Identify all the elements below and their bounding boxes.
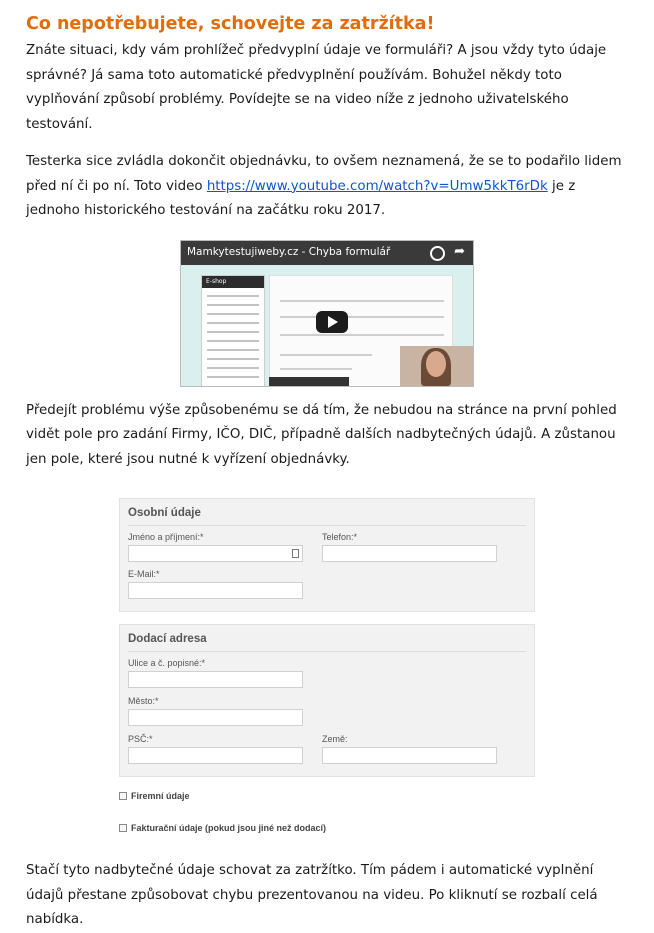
- youtube-link[interactable]: https://www.youtube.com/watch?v=Umw5kkT6rDk: [206, 178, 548, 194]
- video-thumbnail[interactable]: [180, 240, 474, 387]
- zip-input[interactable]: [128, 747, 303, 764]
- city-input[interactable]: [128, 709, 303, 726]
- video-sidebar: [201, 275, 265, 387]
- share-icon[interactable]: ➦: [454, 243, 465, 259]
- fieldset-delivery: [119, 624, 535, 777]
- country-label: Země:: [322, 734, 348, 744]
- email-input[interactable]: [128, 582, 303, 599]
- billing-checkbox[interactable]: [119, 824, 127, 832]
- paragraph-text: Testerka sice zvládla dokončit objednávku, to ovšem neznamená, že se to podařilo lidem před ní či po ní. Toto video: [26, 154, 622, 194]
- video-title-bar: [181, 241, 473, 265]
- watch-later-icon[interactable]: [430, 246, 445, 261]
- video-bottom-bar: [269, 377, 349, 386]
- name-input[interactable]: [128, 545, 303, 562]
- paragraph-solution: Předejít problému výše způsobenému se dá tím, že nebudou na stránce na první pohled vidět pole pro zadání Firmy, IČO, DIČ, případně dalších nadbytečných údajů. A zůstanou jen pole, které jsou nutné k vyřízení objednávky.: [26, 402, 617, 467]
- order-form-example: [119, 498, 535, 833]
- company-checkbox-row[interactable]: [119, 791, 535, 801]
- fieldset-personal: [119, 498, 535, 612]
- video-sidebar-header: E-shop: [202, 276, 264, 288]
- paragraph-conclusion: Stačí tyto nadbytečné údaje schovat za zatržítko. Tím pádem i automatické vyplnění údajů přestane způsobovat chybu prezentovanou na videu. Po kliknutí se rozbalí celá nabídka.: [26, 863, 598, 927]
- phone-label: Telefon:*: [322, 532, 358, 542]
- fieldset-legend: Osobní údaje: [128, 507, 526, 526]
- street-label: Ulice a č. popisné:*: [128, 658, 206, 668]
- fieldset-legend: Dodací adresa: [128, 633, 526, 652]
- video-title: Mamkytestujiweby.cz - Chyba formulář: [187, 245, 391, 258]
- company-checkbox-label: Firemní údaje: [131, 791, 190, 801]
- billing-checkbox-row[interactable]: [119, 823, 535, 833]
- company-checkbox[interactable]: [119, 792, 127, 800]
- billing-checkbox-label: Fakturační údaje (pokud jsou jiné než dodací): [131, 823, 327, 833]
- webcam-overlay: [400, 346, 473, 386]
- phone-input[interactable]: [322, 545, 497, 562]
- paragraph-intro: Znáte situaci, kdy vám prohlížeč předvyplní údaje ve formuláři? A jsou vždy tyto údaje správné? Já sama toto automatické předvyplnění používám. Bohužel někdy toto vyplňování způsobí problémy. Povídejte se na video níže z jednoho uživatelského testování.: [26, 43, 607, 132]
- paragraph-video-intro: [26, 150, 628, 224]
- email-label: E-Mail:*: [128, 569, 160, 579]
- city-label: Město:*: [128, 696, 159, 706]
- name-label: Jméno a příjmení:*: [128, 532, 204, 542]
- zip-label: PSČ:*: [128, 734, 153, 744]
- play-icon[interactable]: [316, 311, 348, 333]
- street-input[interactable]: [128, 671, 303, 688]
- country-input[interactable]: [322, 747, 497, 764]
- article-heading: Co nepotřebujete, schovejte za zatržítka!: [26, 14, 435, 34]
- contact-card-icon[interactable]: [292, 549, 299, 558]
- paragraph-text: je z jednoho historického testování na začátku roku 2017.: [26, 178, 576, 218]
